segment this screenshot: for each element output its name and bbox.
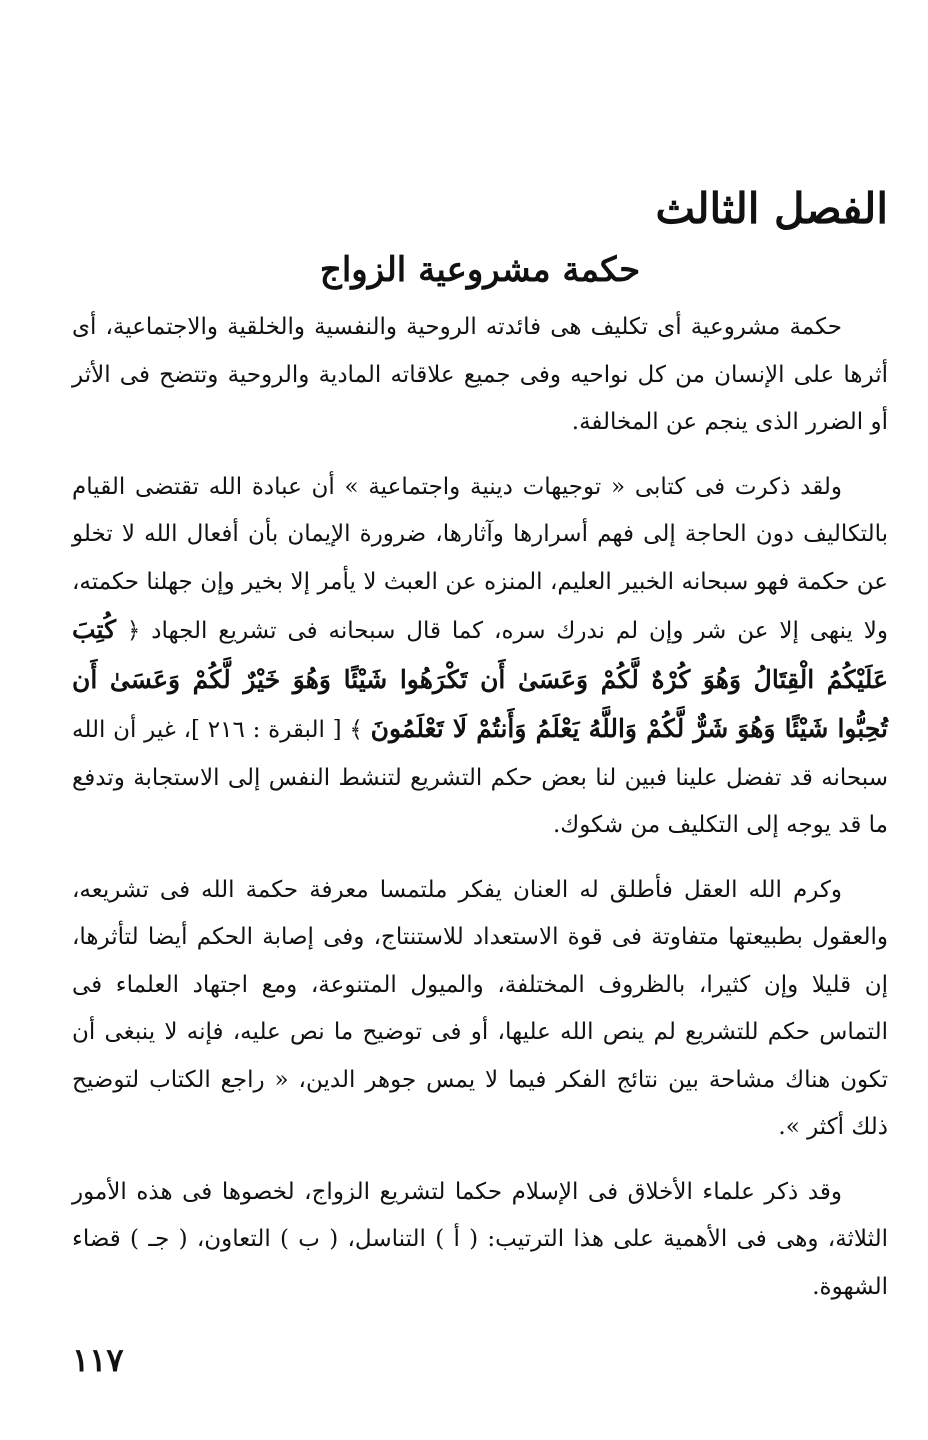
page-number: ١١٧ <box>72 1341 124 1379</box>
paragraph-reason: وكرم الله العقل فأطلق له العنان يفكر ملتمسا معرفة حكمة الله فى تشريعه، والعقول بطبيعتها متفاوتة فى قوة الاستعداد للاستنتاج، وفى إصابة الحكم أيضا لتأثرها، إن قليلا وإن كثيرا، بالظروف المختلفة، والميول المتنوعة، ومع اجتهاد العلماء فى التماس حكم للتشريع لم ينص الله عليها، أو فى توضيح ما نص عليه، فإنه لا ينبغى أن تكون هناك مشاحة بين نتائج الفكر فيما لا يمس جوهر الدين، « راجع الكتاب لتوضيح ذلك أكثر ». <box>72 876 888 1140</box>
paragraph-definition: حكمة مشروعية أى تكليف هى فائدته الروحية والنفسية والخلقية والاجتماعية، أى أثرها على الإنسان من كل نواحيه وفى جميع علاقاته المادية والروحية وتتضح فى الأثر أو الضرر الذى ينجم عن المخالفة. <box>72 314 888 435</box>
body-text <box>72 304 888 1328</box>
quran-verse: كُتِبَ عَلَيْكُمُ الْقِتَالُ وَهُوَ كُرْهٌ لَّكُمْ وَعَسَىٰ أَن تَكْرَهُوا شَيْئًا وَهُوَ خَيْرٌ لَّكُمْ وَعَسَىٰ أَن تُحِبُّوا شَيْئًا وَهُوَ شَرٌّ لَّكُمْ وَاللَّهُ يَعْلَمُ وَأَنتُمْ لَا تَعْلَمُونَ <box>72 615 888 743</box>
paragraph-worship-intro: ولقد ذكرت فى كتابى « توجيهات دينية واجتماعية » أن عبادة الله تقتضى القيام بالتكاليف دون الحاجة إلى فهم أسرارها وآثارها، ضرورة الإيمان بأن أفعال الله لا تخلو عن حكمة فهو سبحانه الخبير العليم، المنزه عن العبث لا يأمر إلا بخير وإن جهلنا حكمته، ولا ينهى إلا عن شر وإن لم ندرك سره، كما قال سبحانه فى تشريع الجهاد ﴿ <box>72 473 889 644</box>
chapter-title: الفصل الثالث <box>655 184 888 233</box>
section-title: حكمة مشروعية الزواج <box>319 250 641 290</box>
paragraph-worship-conclusion: ﴾ [ البقرة : ٢١٦ ]، غير أن الله سبحانه قد تفضل علينا فبين لنا بعض حكم التشريع لتنشط النفس إلى الاستجابة وتدفع ما قد يوجه إلى التكليف من شكوك. <box>72 717 888 838</box>
book-page <box>72 0 888 1440</box>
paragraph-marriage-wisdoms: وقد ذكر علماء الأخلاق فى الإسلام حكما لتشريع الزواج، لخصوها فى هذه الأمور الثلاثة، وهى فى الأهمية على هذا الترتيب: ( أ ) التناسل، ( ب ) التعاون، ( جـ ) قضاء الشهوة. <box>72 1178 888 1300</box>
paragraph-worship <box>72 464 888 850</box>
